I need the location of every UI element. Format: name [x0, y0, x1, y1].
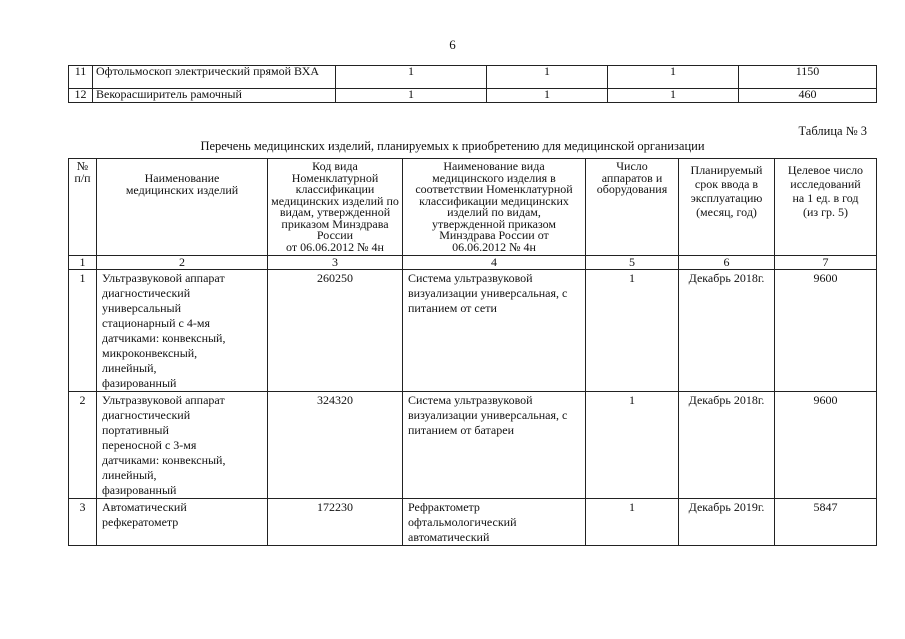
column-number: 5	[586, 256, 679, 270]
text-line: микроконвексный,	[102, 346, 198, 360]
device-kind	[403, 499, 586, 546]
text-line: Номенклатурной	[291, 170, 379, 185]
item-name: Векорасширитель рамочный	[93, 89, 336, 103]
text-line: утвержденной приказом	[431, 216, 556, 231]
text-line: приказом Минздрава	[281, 216, 389, 231]
row-index: 2	[69, 392, 97, 499]
text-line: Наименование	[144, 171, 220, 185]
column-number: 3	[268, 256, 403, 270]
text-line: фазированный	[102, 376, 177, 390]
target-number: 5847	[775, 499, 877, 546]
column-number: 1	[69, 256, 97, 270]
header-count	[586, 159, 679, 256]
text-line: линейный,	[102, 361, 157, 375]
medical-devices-table	[68, 158, 877, 546]
text-line: фазированный	[102, 483, 177, 497]
text-line: универсальный	[102, 301, 182, 315]
device-kind	[403, 270, 586, 392]
text-line: Система ультразвуковой	[408, 271, 533, 285]
text-line: автоматический	[408, 530, 490, 544]
cell-value: 1	[608, 89, 739, 103]
text-line: России	[316, 228, 354, 242]
column-number: 2	[97, 256, 268, 270]
table-row	[69, 270, 877, 392]
text-line: диагностический	[102, 286, 191, 300]
text-line: визуализации универсальная, с	[408, 286, 568, 300]
header-target	[775, 159, 877, 256]
text-line: Минздрава России от	[439, 228, 549, 242]
header-date	[679, 159, 775, 256]
text-line: Ультразвуковой аппарат	[102, 271, 225, 285]
table-row	[69, 499, 877, 546]
text-line: питанием от батареи	[408, 423, 514, 437]
text-line: Рефрактометр	[408, 500, 480, 514]
page-number: 6	[449, 37, 456, 52]
text-line: классификации медицинских	[419, 193, 569, 208]
column-number: 6	[679, 256, 775, 270]
row-index: 12	[69, 89, 93, 103]
target-number: 9600	[775, 270, 877, 392]
planned-date: Декабрь 2018г.	[679, 270, 775, 392]
text-line: п/п	[74, 170, 91, 185]
device-count: 1	[586, 499, 679, 546]
row-index: 3	[69, 499, 97, 546]
text-line: эксплуатацию	[690, 191, 763, 205]
text-line: срок ввода в	[694, 177, 759, 191]
continuation-table	[68, 65, 877, 103]
text-line: рефкератометр	[102, 515, 179, 529]
cell-value: 1	[487, 89, 608, 103]
text-line: аппаратов и	[601, 170, 663, 185]
header-idx	[69, 159, 97, 256]
text-line: Автоматический	[102, 500, 187, 514]
text-line: питанием от сети	[408, 301, 497, 315]
text-line: оборудования	[596, 182, 668, 196]
text-line: Целевое число	[787, 163, 864, 177]
device-code: 172230	[268, 499, 403, 546]
table-row	[69, 89, 877, 103]
text-line: медицинских изделий по	[271, 193, 399, 208]
text-line: №	[76, 159, 89, 173]
row-index: 1	[69, 270, 97, 392]
header-code	[268, 159, 403, 256]
table-caption: Перечень медицинских изделий, планируемых к приобретению для медицинской организации	[200, 139, 705, 153]
device-code: 260250	[268, 270, 403, 392]
text-line: (месяц, год)	[696, 205, 757, 219]
column-number: 4	[403, 256, 586, 270]
header-name	[97, 159, 268, 256]
text-line: изделий по видам,	[447, 205, 541, 219]
planned-date: Декабрь 2019г.	[679, 499, 775, 546]
cell-value: 1150	[739, 66, 877, 89]
item-name: Офтольмоскоп электрический прямой ВХА	[93, 66, 336, 89]
text-line: диагностический	[102, 408, 191, 422]
device-name	[97, 392, 268, 499]
column-number: 7	[775, 256, 877, 270]
device-count: 1	[586, 270, 679, 392]
table-row	[69, 66, 877, 89]
cell-value: 1	[336, 89, 487, 103]
text-line: видам, утвержденной	[279, 205, 391, 219]
text-line: линейный,	[102, 468, 157, 482]
text-line: от 06.06.2012 № 4н	[286, 239, 384, 254]
cell-value: 1	[608, 66, 739, 89]
text-line: Планируемый	[690, 163, 763, 177]
column-numbers-row	[69, 256, 877, 270]
table-row	[69, 392, 877, 499]
text-line: Система ультразвуковой	[408, 393, 533, 407]
text-line: (из гр. 5)	[802, 205, 849, 219]
text-line: 06.06.2012 № 4н	[452, 239, 536, 254]
text-line: Число	[616, 159, 648, 173]
row-index: 11	[69, 66, 93, 89]
cell-value: 460	[739, 89, 877, 103]
text-line: датчиками: конвексный,	[102, 453, 226, 467]
text-line: переносной с 3-мя	[102, 438, 197, 452]
header-kind	[403, 159, 586, 256]
text-line: медицинских изделий	[125, 182, 239, 197]
text-line: Наименование вида	[443, 159, 545, 173]
text-line: соответствии Номенклатурной	[415, 182, 573, 196]
text-line: портативный	[102, 423, 169, 437]
text-line: на 1 ед. в год	[792, 191, 859, 205]
text-line: Код вида	[312, 159, 358, 173]
cell-value: 1	[336, 66, 487, 89]
target-number: 9600	[775, 392, 877, 499]
text-line: исследований	[790, 177, 861, 191]
text-line: классификации	[295, 182, 375, 196]
device-code: 324320	[268, 392, 403, 499]
text-line: датчиками: конвексный,	[102, 331, 226, 345]
text-line: визуализации универсальная, с	[408, 408, 568, 422]
text-line: стационарный с 4-мя	[102, 316, 210, 330]
planned-date: Декабрь 2018г.	[679, 392, 775, 499]
device-kind	[403, 392, 586, 499]
device-name	[97, 499, 268, 546]
table-number: Таблица № 3	[798, 124, 867, 138]
device-name	[97, 270, 268, 392]
device-count: 1	[586, 392, 679, 499]
header-row	[69, 159, 877, 256]
text-line: офтальмологический	[408, 515, 517, 529]
text-line: Ультразвуковой аппарат	[102, 393, 225, 407]
text-line: медицинского изделия в	[432, 170, 556, 185]
cell-value: 1	[487, 66, 608, 89]
